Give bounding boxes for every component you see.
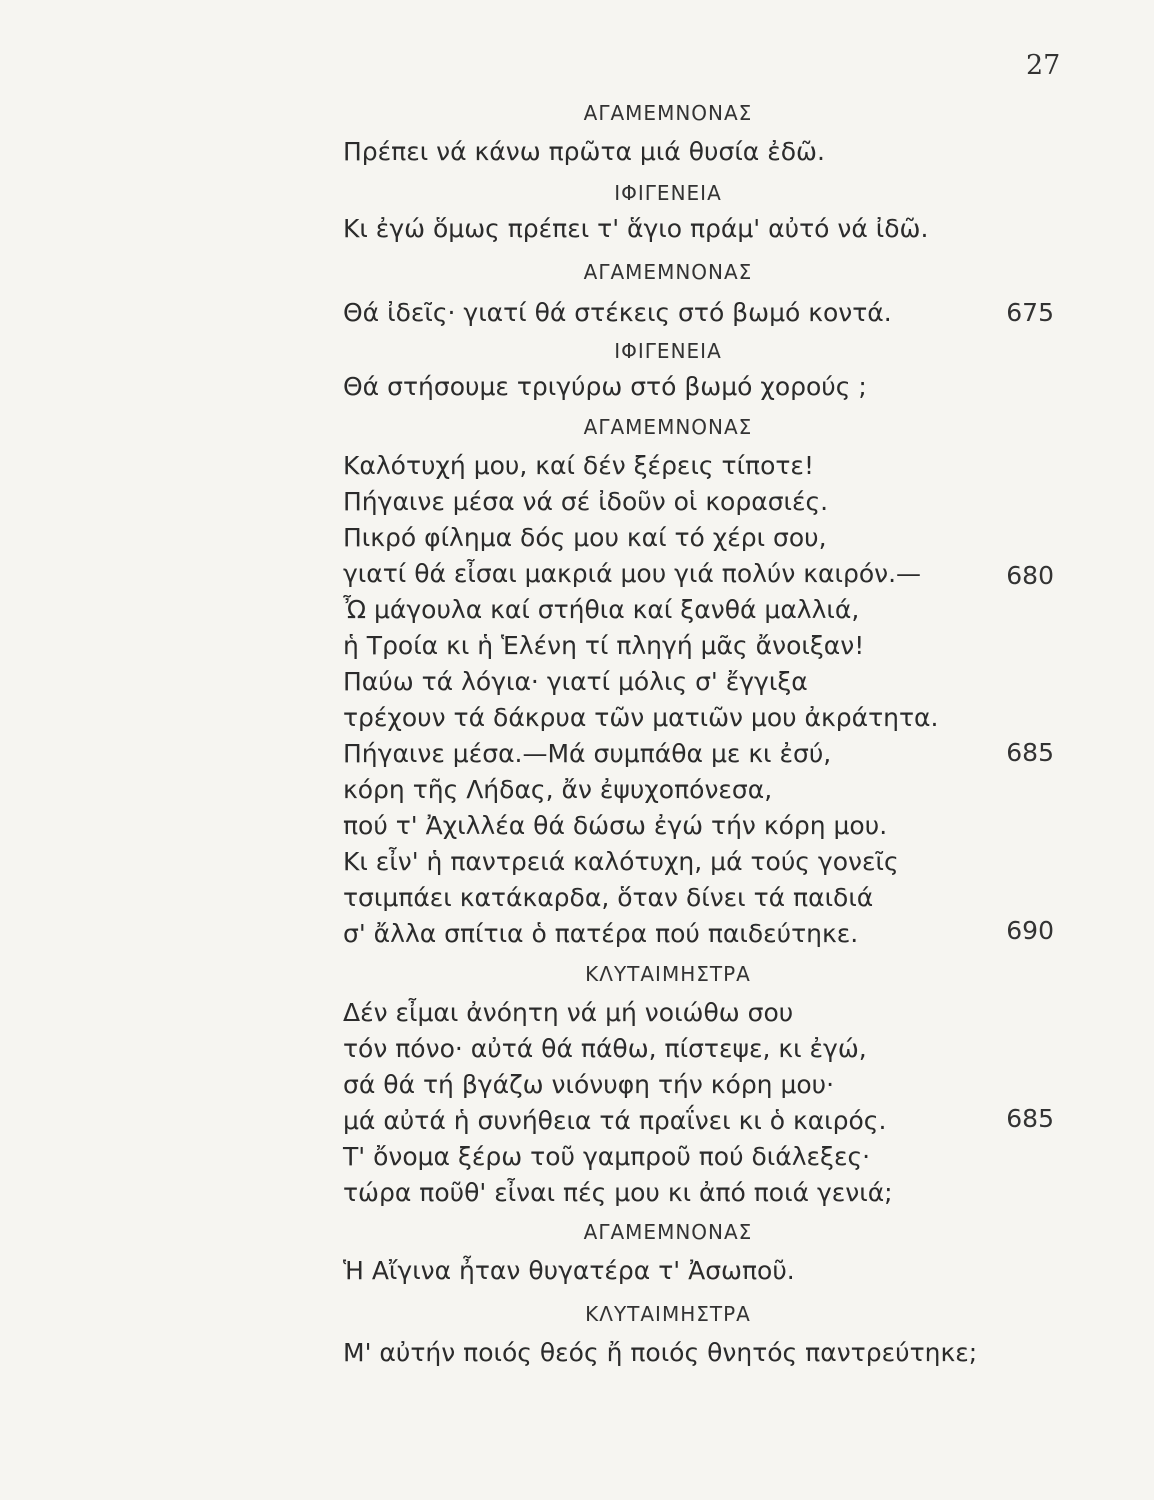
verse-line: Πήγαινε μέσα.—Μά συμπάθα με κι ἐσύ, [343, 739, 832, 768]
verse-line: σά θά τή βγάζω νιόνυφη τήν κόρη μου· [343, 1070, 835, 1099]
speaker-heading: ΚΛΥΤΑΙΜΗΣΤΡΑ [585, 1302, 751, 1326]
verse-line: γιατί θά εἶσαι μακριά μου γιά πολύν καιρόν.— [343, 559, 922, 588]
speaker-heading: ΙΦΙΓΕΝΕΙΑ [614, 339, 722, 363]
verse-line: τόν πόνο· αὐτά θά πάθω, πίστεψε, κι ἐγώ, [343, 1034, 867, 1063]
line-number: 685 [1006, 738, 1054, 767]
verse-line: Καλότυχή μου, καί δέν ξέρεις τίποτε! [343, 451, 814, 480]
line-number: 685 [1006, 1104, 1054, 1133]
verse-line: τσιμπάει κατάκαρδα, ὅταν δίνει τά παιδιά [343, 883, 874, 912]
speaker-heading: ΚΛΥΤΑΙΜΗΣΤΡΑ [585, 962, 751, 986]
verse-line: Πρέπει νά κάνω πρῶτα μιά θυσία ἐδῶ. [343, 137, 825, 166]
speaker-heading: ΑΓΑΜΕΜΝΟΝΑΣ [583, 415, 753, 439]
verse-line: τώρα ποῦθ' εἶναι πές μου κι ἀπό ποιά γενιά; [343, 1178, 893, 1207]
verse-line: κόρη τῆς Λήδας, ἄν ἐψυχοπόνεσα, [343, 775, 773, 804]
verse-line: Κι ἐγώ ὅμως πρέπει τ' ἅγιο πράμ' αὐτό νά ἰδῶ. [343, 214, 929, 243]
verse-line: πού τ' Ἀχιλλέα θά δώσω ἐγώ τήν κόρη μου. [343, 811, 888, 840]
verse-line: Μ' αὐτήν ποιός θεός ἤ ποιός θνητός παντρεύτηκε; [343, 1338, 978, 1367]
verse-line: Θά στήσουμε τριγύρω στό βωμό χορούς ; [343, 372, 867, 401]
verse-line: Παύω τά λόγια· γιατί μόλις σ' ἔγγιξα [343, 667, 808, 696]
line-number: 680 [1006, 561, 1054, 590]
verse-line: Πικρό φίλημα δός μου καί τό χέρι σου, [343, 523, 827, 552]
line-number: 675 [1006, 298, 1054, 327]
verse-line: Πήγαινε μέσα νά σέ ἰδοῦν οἱ κορασιές. [343, 487, 829, 516]
speaker-heading: ΑΓΑΜΕΜΝΟΝΑΣ [583, 260, 753, 284]
verse-line: σ' ἄλλα σπίτια ὁ πατέρα πού παιδεύτηκε. [343, 919, 859, 948]
speaker-heading: ΙΦΙΓΕΝΕΙΑ [614, 181, 722, 205]
verse-line: τρέχουν τά δάκρυα τῶν ματιῶν μου ἀκράτητα. [343, 703, 939, 732]
verse-line: Δέν εἶμαι ἀνόητη νά μή νοιώθω σου [343, 998, 794, 1027]
verse-line: Θά ἰδεῖς· γιατί θά στέκεις στό βωμό κοντά. [343, 298, 892, 327]
verse-line: ἡ Τροία κι ἡ Ἑλένη τί πληγή μᾶς ἄνοιξαν! [343, 631, 865, 660]
line-number: 690 [1006, 916, 1054, 945]
verse-line: μά αὐτά ἡ συνήθεια τά πραΐνει κι ὁ καιρός. [343, 1106, 887, 1135]
verse-line: Κι εἶν' ἡ παντρειά καλότυχη, μά τούς γονεῖς [343, 847, 899, 876]
speaker-heading: ΑΓΑΜΕΜΝΟΝΑΣ [583, 101, 753, 125]
speaker-heading: ΑΓΑΜΕΜΝΟΝΑΣ [583, 1220, 753, 1244]
page-number: 27 [1026, 50, 1061, 81]
verse-line: Ἡ Αἴγινα ἦταν θυγατέρα τ' Ἀσωποῦ. [343, 1256, 795, 1285]
verse-line: Ὦ μάγουλα καί στήθια καί ξανθά μαλλιά, [343, 595, 860, 624]
verse-line: Τ' ὄνομα ξέρω τοῦ γαμπροῦ πού διάλεξες· [343, 1142, 871, 1171]
